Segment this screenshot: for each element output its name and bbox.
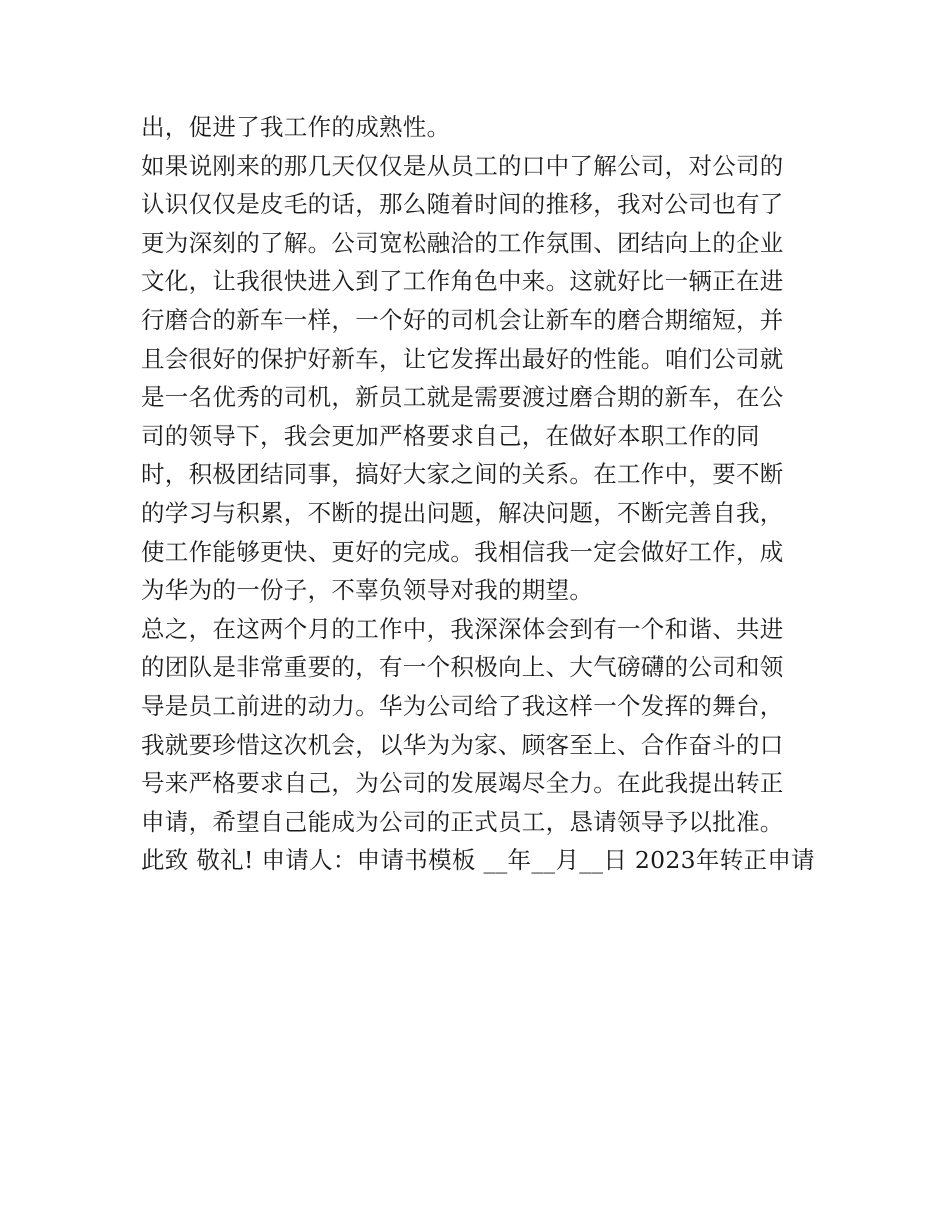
text-line: 的学习与积累，不断的提出问题，解决问题，不断完善自我， (141, 498, 784, 527)
text-line: 出，促进了我工作的成熟性。 (141, 113, 451, 141)
document-text (141, 108, 816, 880)
text-line: 使工作能够更快、更好的完成。我相信我一定会做好工作，成 (141, 537, 784, 566)
text-line: 申请，希望自己能成为公司的正式员工，恳请领导予以批准。 (141, 807, 784, 836)
text-line: 号来严格要求自己，为公司的发展竭尽全力。在此我提出转正 (141, 769, 784, 798)
text-line: 认识仅仅是皮毛的话，那么随着时间的推移，我对公司也有了 (141, 190, 784, 219)
closing-signature-line: 此致 敬礼! 申请人：申请书模板 __年__月__日 2023年转正申请 (141, 846, 815, 875)
text-line: 我就要珍惜这次机会，以华为为家、顾客至上、合作奋斗的口 (141, 730, 784, 759)
text-line: 的团队是非常重要的，有一个积极向上、大气磅礴的公司和领 (141, 653, 784, 682)
text-line: 更为深刻的了解。公司宽松融洽的工作氛围、团结向上的企业 (141, 228, 784, 257)
text-line: 如果说刚来的那几天仅仅是从员工的口中了解公司，对公司的 (141, 151, 784, 180)
text-line: 司的领导下，我会更加严格要求自己，在做好本职工作的同 (141, 421, 760, 450)
text-line: 是一名优秀的司机，新员工就是需要渡过磨合期的新车，在公 (141, 383, 784, 412)
text-line: 且会很好的保护好新车，让它发挥出最好的性能。咱们公司就 (141, 344, 784, 373)
text-line: 时，积极团结同事，搞好大家之间的关系。在工作中，要不断 (141, 460, 784, 489)
text-line: 为华为的一份子，不辜负领导对我的期望。 (141, 576, 594, 605)
text-line: 总之，在这两个月的工作中，我深深体会到有一个和谐、共进 (141, 614, 784, 643)
text-line: 文化，让我很快进入到了工作角色中来。这就好比一辆正在进 (141, 267, 784, 296)
text-line: 行磨合的新车一样，一个好的司机会让新车的磨合期缩短，并 (141, 305, 784, 334)
text-line: 导是员工前进的动力。华为公司给了我这样一个发挥的舞台， (141, 691, 784, 720)
